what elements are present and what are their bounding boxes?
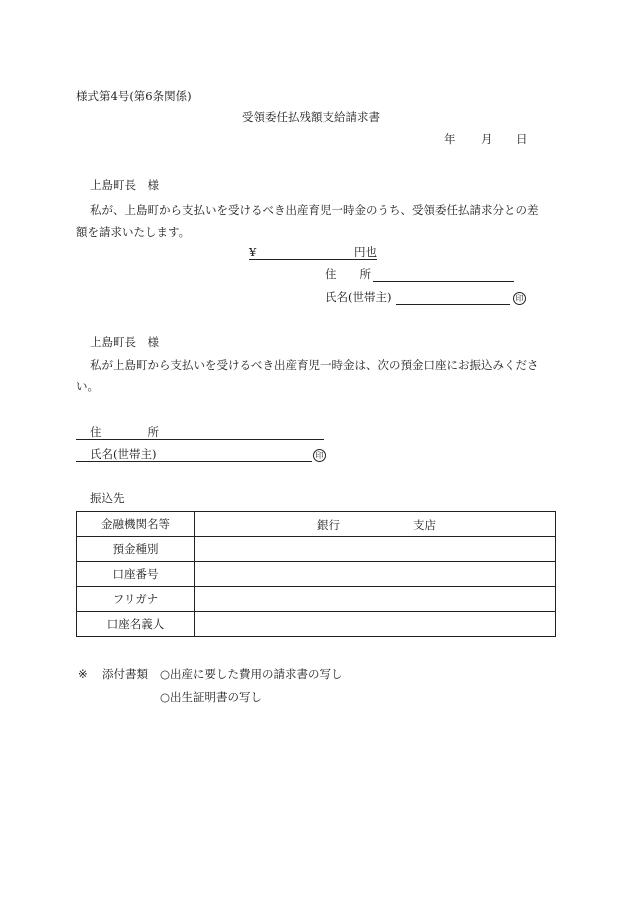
- table-row: [77, 562, 556, 587]
- section2-addressee: 上島町長 様: [90, 335, 159, 349]
- furigana-field[interactable]: [195, 587, 556, 612]
- table-row: [77, 587, 556, 612]
- date-day-label: 日: [516, 132, 528, 146]
- attachments-label: 添付書類: [102, 667, 148, 681]
- section2-body-line2: い。: [76, 379, 99, 393]
- bank-suffix: 銀行: [317, 518, 340, 532]
- transfer-label: 振込先: [90, 491, 125, 505]
- section1-name-field[interactable]: [396, 290, 510, 305]
- table-row: [77, 512, 556, 537]
- account-number-label: 口座番号: [77, 562, 195, 587]
- bank-name-label: 金融機関名等: [77, 512, 195, 537]
- branch-suffix: 支店: [413, 518, 436, 532]
- form-title: 受領委任払残額支給請求書: [242, 110, 380, 124]
- section1-address-field[interactable]: [373, 267, 514, 282]
- section2-name-label: 氏名(世帯主): [90, 447, 157, 461]
- seal-icon: 印: [313, 449, 326, 462]
- yen-amount-field[interactable]: [249, 245, 377, 260]
- seal-icon: 印: [513, 292, 526, 305]
- section1-seal-mark: [513, 290, 526, 305]
- table-row: [77, 612, 556, 637]
- deposit-type-field[interactable]: [195, 537, 556, 562]
- section2-body-line1: 私が上島町から支払いを受けるべき出産育児一時金は、次の預金口座にお振込みくださ: [90, 358, 539, 372]
- section1-body-line2: 額を請求いたします。: [76, 225, 191, 239]
- attachment-item-1: ○出産に要した費用の請求書の写し: [160, 667, 343, 681]
- section1-addressee: 上島町長 様: [90, 178, 159, 192]
- yen-symbol: ¥: [249, 245, 257, 259]
- date-month-label: 月: [481, 132, 493, 146]
- furigana-label: フリガナ: [77, 587, 195, 612]
- yen-suffix: 円也: [354, 245, 377, 259]
- section1-body-line1: 私が、上島町から支払いを受けるべき出産育児一時金のうち、受領委任払請求分との差: [90, 203, 539, 217]
- date-year-label: 年: [444, 132, 456, 146]
- account-holder-field[interactable]: [195, 612, 556, 637]
- deposit-type-label: 預金種別: [77, 537, 195, 562]
- bank-name-field[interactable]: [195, 512, 556, 537]
- section2-seal-mark: [313, 447, 326, 462]
- section1-address-label: 住 所: [325, 267, 371, 281]
- bank-account-table: [76, 511, 556, 637]
- section1-name-label: 氏名(世帯主): [325, 290, 392, 304]
- section2-address-field[interactable]: [76, 425, 324, 440]
- form-number: 様式第4号(第6条関係): [76, 89, 192, 103]
- account-number-field[interactable]: [195, 562, 556, 587]
- attachments-mark: ※: [78, 667, 88, 681]
- attachment-item-2: ○出生証明書の写し: [160, 690, 263, 704]
- section2-name-field[interactable]: [76, 447, 312, 462]
- table-row: [77, 537, 556, 562]
- section2-address-label: 住 所: [90, 425, 159, 439]
- account-holder-label: 口座名義人: [77, 612, 195, 637]
